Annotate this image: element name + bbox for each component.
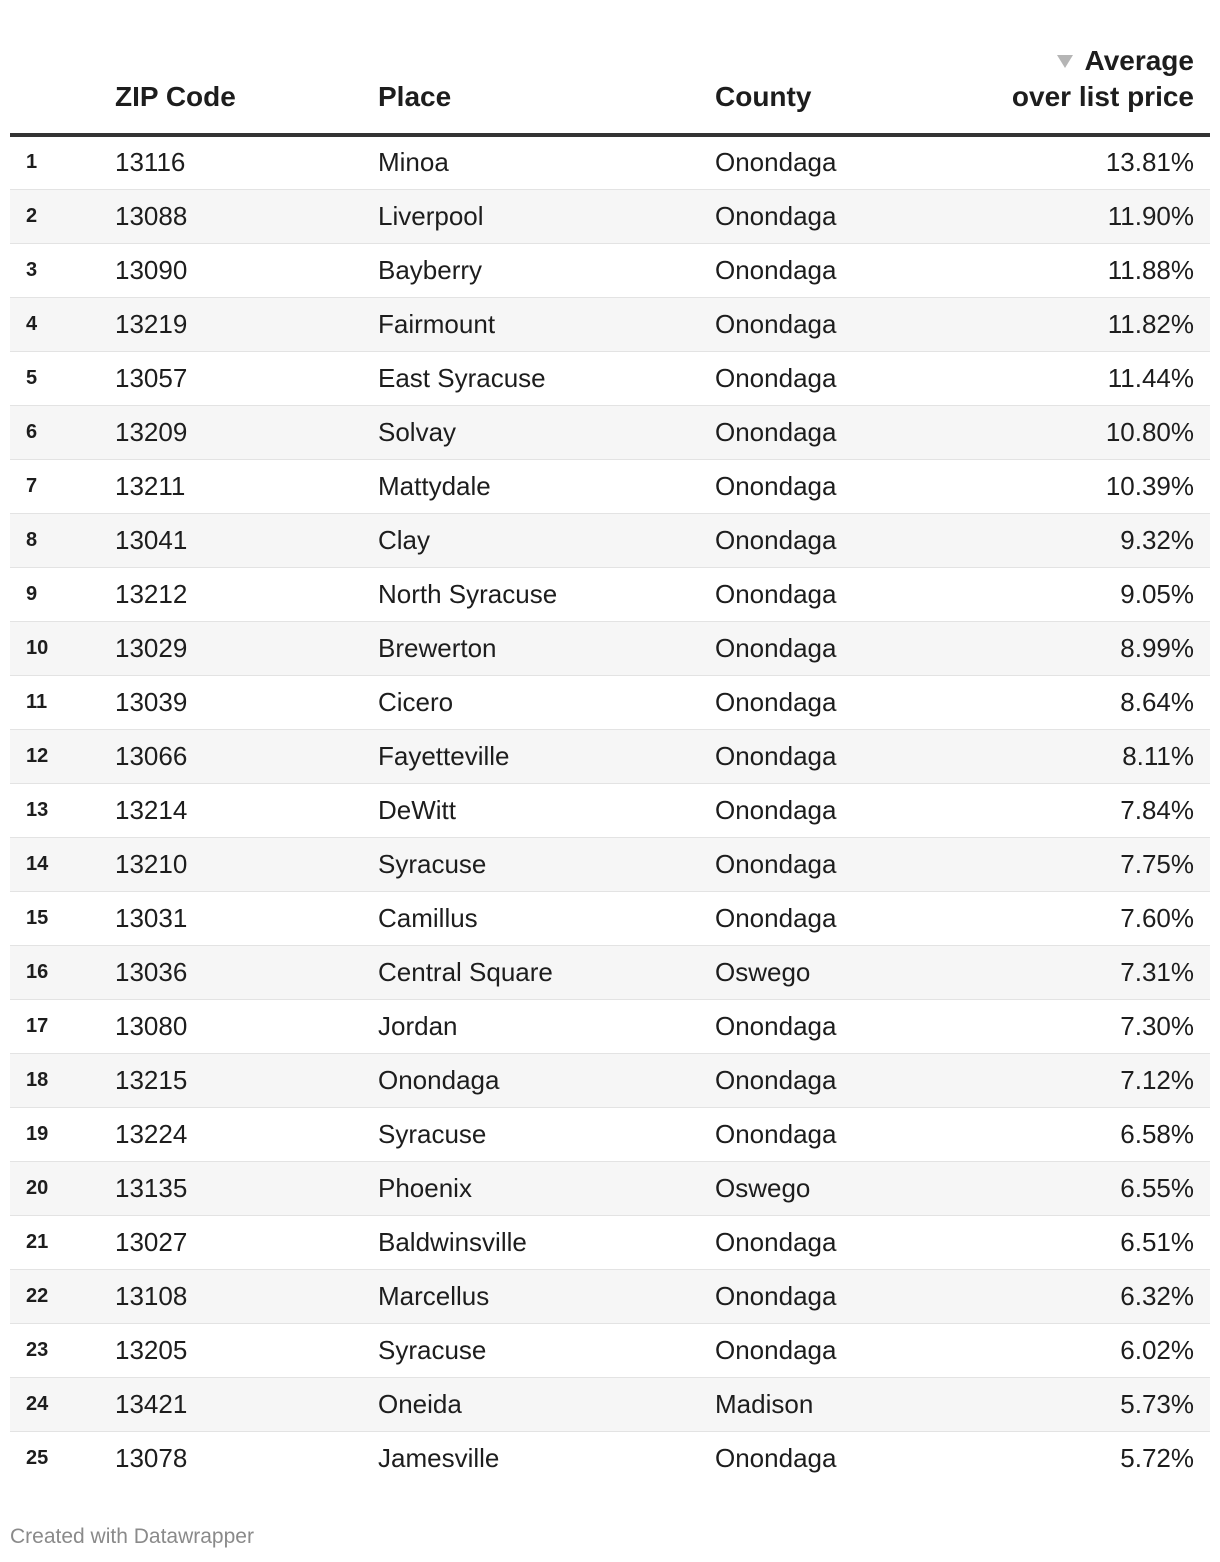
cell-zip-code: 13224 [115,1107,378,1161]
cell-rank: 24 [10,1377,115,1431]
cell-zip-code: 13080 [115,999,378,1053]
cell-rank: 18 [10,1053,115,1107]
data-table [10,0,1210,1485]
cell-zip-code: 13029 [115,621,378,675]
cell-zip-code: 13421 [115,1377,378,1431]
header-row [10,0,1210,135]
cell-place: Clay [378,513,715,567]
cell-rank: 15 [10,891,115,945]
cell-county: Onondaga [715,837,980,891]
cell-place: Jordan [378,999,715,1053]
cell-county: Madison [715,1377,980,1431]
cell-place: Syracuse [378,837,715,891]
table-row [10,1323,1210,1377]
cell-place: DeWitt [378,783,715,837]
cell-rank: 11 [10,675,115,729]
cell-place: Bayberry [378,243,715,297]
table-row [10,1161,1210,1215]
cell-average-over-list-price: 6.51% [980,1215,1210,1269]
cell-average-over-list-price: 9.05% [980,567,1210,621]
cell-average-over-list-price: 11.82% [980,297,1210,351]
cell-average-over-list-price: 6.58% [980,1107,1210,1161]
cell-place: Fayetteville [378,729,715,783]
cell-average-over-list-price: 5.73% [980,1377,1210,1431]
table-row [10,783,1210,837]
cell-zip-code: 13078 [115,1442,188,1473]
cell-county: Onondaga [715,1269,980,1323]
cell-zip-code: 13088 [115,189,378,243]
sort-descending-icon [1057,55,1073,68]
cell-zip-code: 13057 [115,351,378,405]
cell-place: Jamesville [378,1442,500,1473]
cell-average-over-list-price: 6.32% [980,1269,1210,1323]
cell-average-over-list-price: 13.81% [980,135,1210,189]
cell-rank: 25 [26,1446,49,1469]
cell-rank: 12 [10,729,115,783]
cell-zip-code: 13041 [115,513,378,567]
cell-rank: 10 [10,621,115,675]
table-row [10,675,1210,729]
cell-zip-code: 13214 [115,783,378,837]
cell-average-over-list-price: 8.11% [980,729,1210,783]
cell-county: Onondaga [715,891,980,945]
cell-county: Onondaga [715,1107,980,1161]
cell-average-over-list-price: 7.31% [980,945,1210,999]
cell-rank: 19 [10,1107,115,1161]
table-row [10,1377,1210,1431]
cell-zip-code: 13211 [115,459,378,513]
table-row [10,297,1210,351]
cell-average-over-list-price: 6.55% [980,1161,1210,1215]
cell-county: Onondaga [715,459,980,513]
cell-place: Fairmount [378,297,715,351]
cell-place: Minoa [378,135,715,189]
cell-place: Camillus [378,891,715,945]
table-row [10,135,1210,189]
cell-average-over-list-price: 7.60% [980,891,1210,945]
table-row [10,567,1210,621]
cell-zip-code: 13031 [115,891,378,945]
table-row [10,405,1210,459]
cell-county: Onondaga [715,1442,837,1473]
cell-rank: 7 [10,459,115,513]
table-row [10,891,1210,945]
cell-zip-code: 13090 [115,243,378,297]
cell-average-over-list-price: 10.39% [980,459,1210,513]
table-row [10,459,1210,513]
table-row [10,1215,1210,1269]
cell-zip-code: 13108 [115,1269,378,1323]
cell-rank: 2 [10,189,115,243]
cell-zip-code: 13205 [115,1323,378,1377]
table-row [10,1107,1210,1161]
cell-rank: 22 [10,1269,115,1323]
table-row [10,1431,1210,1485]
cell-zip-code: 13036 [115,945,378,999]
header-county[interactable]: County [715,0,980,135]
cell-county: Onondaga [715,513,980,567]
cell-average-over-list-price: 9.32% [980,513,1210,567]
cell-place: Onondaga [378,1053,715,1107]
cell-rank: 5 [10,351,115,405]
cell-zip-code: 13209 [115,405,378,459]
header-place[interactable]: Place [378,0,715,135]
cell-place: East Syracuse [378,351,715,405]
cell-county: Onondaga [715,1323,980,1377]
cell-rank: 20 [10,1161,115,1215]
cell-average-over-list-price: 10.80% [980,405,1210,459]
cell-county: Onondaga [715,729,980,783]
header-rank [10,0,115,135]
cell-place: Marcellus [378,1269,715,1323]
cell-place: Phoenix [378,1161,715,1215]
cell-zip-code: 13135 [115,1161,378,1215]
table-row [10,837,1210,891]
cell-rank: 13 [10,783,115,837]
table-row [10,999,1210,1053]
cell-rank: 17 [10,999,115,1053]
cell-place: Syracuse [378,1323,715,1377]
cell-county: Onondaga [715,189,980,243]
cell-county: Onondaga [715,1053,980,1107]
cell-county: Onondaga [715,297,980,351]
table-row [10,189,1210,243]
cell-zip-code: 13212 [115,567,378,621]
table-row [10,351,1210,405]
cell-county: Oswego [715,1161,980,1215]
cell-rank: 21 [10,1215,115,1269]
cell-county: Onondaga [715,621,980,675]
table-row [10,513,1210,567]
cell-place: Liverpool [378,189,715,243]
cell-place: Mattydale [378,459,715,513]
cell-zip-code: 13027 [115,1215,378,1269]
table-body [10,135,1210,1485]
cell-rank: 23 [10,1323,115,1377]
cell-rank: 3 [10,243,115,297]
cell-county: Onondaga [715,243,980,297]
cell-zip-code: 13116 [115,135,378,189]
cell-county: Oswego [715,945,980,999]
table-row [10,945,1210,999]
cell-place: Central Square [378,945,715,999]
header-avg-line1: Average [1084,45,1194,76]
table-header [10,0,1210,135]
footer-credit: Created with Datawrapper [10,1525,254,1548]
cell-average-over-list-price: 5.72% [1120,1442,1194,1473]
cell-county: Onondaga [715,999,980,1053]
cell-place: Syracuse [378,1107,715,1161]
cell-rank: 4 [10,297,115,351]
cell-county: Onondaga [715,675,980,729]
cell-rank: 1 [10,135,115,189]
header-average-over-list-price[interactable] [980,0,1210,135]
cell-rank: 14 [10,837,115,891]
cell-average-over-list-price: 11.44% [980,351,1210,405]
cell-place: North Syracuse [378,567,715,621]
cell-rank: 6 [10,405,115,459]
cell-county: Onondaga [715,351,980,405]
cell-county: Onondaga [715,783,980,837]
cell-zip-code: 13066 [115,729,378,783]
cell-average-over-list-price: 7.75% [980,837,1210,891]
table-row [10,1053,1210,1107]
cell-zip-code: 13210 [115,837,378,891]
table-row [10,729,1210,783]
cell-average-over-list-price: 7.30% [980,999,1210,1053]
header-zip-code[interactable]: ZIP Code [115,0,378,135]
cell-average-over-list-price: 6.02% [980,1323,1210,1377]
cell-place: Baldwinsville [378,1215,715,1269]
table-row [10,621,1210,675]
cell-place: Brewerton [378,621,715,675]
cell-county: Onondaga [715,135,980,189]
cell-place: Cicero [378,675,715,729]
cell-zip-code: 13219 [115,297,378,351]
cell-zip-code: 13039 [115,675,378,729]
table-row [10,1269,1210,1323]
cell-average-over-list-price: 11.90% [980,189,1210,243]
header-avg-line2: over list price [1011,81,1194,112]
cell-county: Onondaga [715,1215,980,1269]
cell-average-over-list-price: 7.84% [980,783,1210,837]
cell-average-over-list-price: 8.99% [980,621,1210,675]
table-row [10,243,1210,297]
cell-average-over-list-price: 7.12% [980,1053,1210,1107]
cell-average-over-list-price: 8.64% [980,675,1210,729]
cell-zip-code: 13215 [115,1053,378,1107]
cell-place: Oneida [378,1377,715,1431]
data-table-container [10,0,1210,1485]
cell-rank: 8 [10,513,115,567]
cell-place: Solvay [378,405,715,459]
cell-average-over-list-price: 11.88% [980,243,1210,297]
cell-county: Onondaga [715,567,980,621]
cell-county: Onondaga [715,405,980,459]
cell-rank: 9 [10,567,115,621]
cell-rank: 16 [10,945,115,999]
